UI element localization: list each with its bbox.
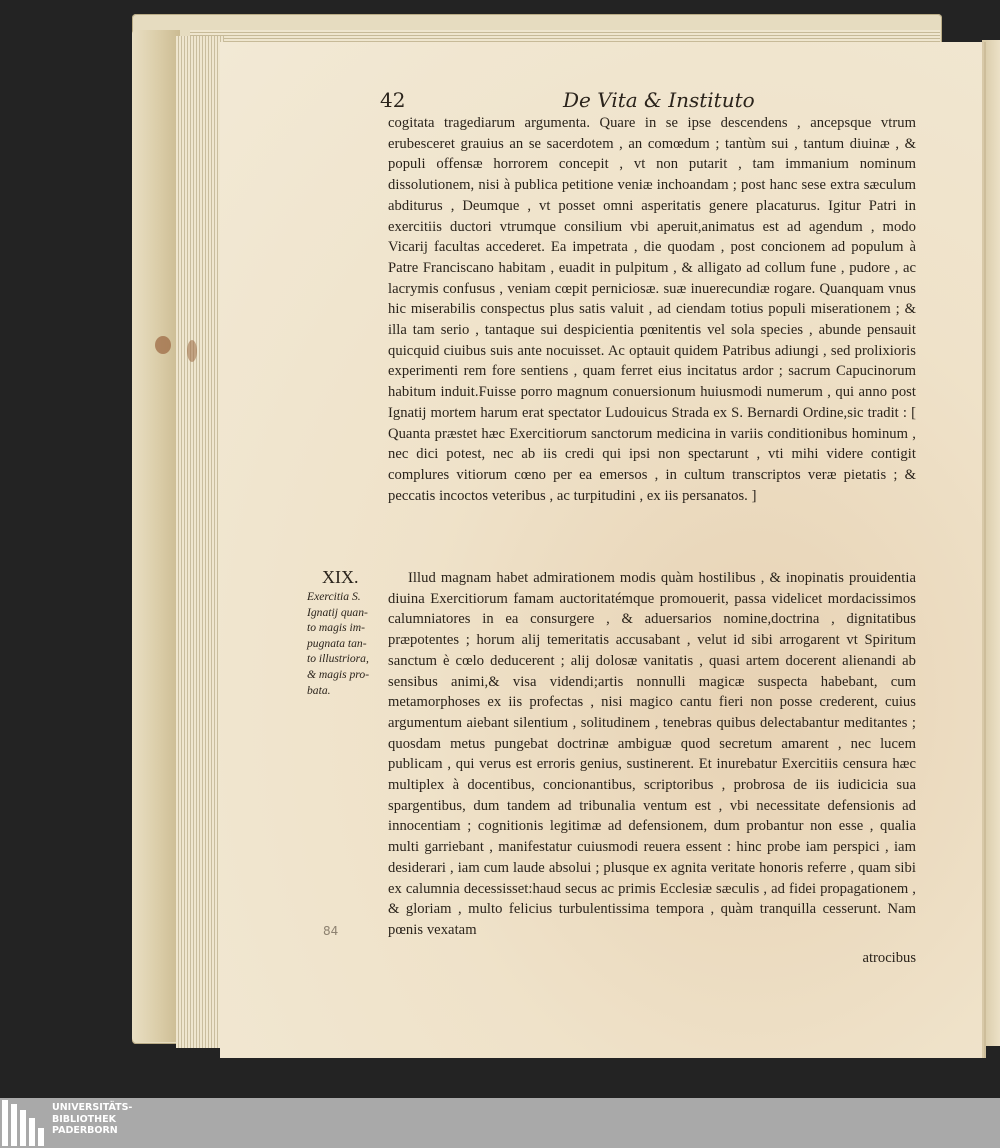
- section-number: XIX.: [322, 567, 359, 587]
- stain-mark: [187, 340, 197, 362]
- margin-note: [307, 589, 387, 698]
- book-spine: [132, 30, 180, 1042]
- catchword: atrocibus: [862, 950, 916, 966]
- library-name-line: BIBLIOTHEK: [52, 1113, 116, 1125]
- running-title: De Vita & Instituto: [563, 88, 755, 112]
- page-header: [380, 88, 920, 116]
- page-number: 42: [380, 88, 406, 112]
- library-logo-icon: [0, 1100, 46, 1146]
- margin-note-line: pugnata tan-: [307, 636, 367, 650]
- margin-note-line: & magis pro-: [307, 667, 370, 681]
- library-name: [52, 1102, 132, 1137]
- body-text: [388, 113, 916, 941]
- pencil-mark: 84: [323, 924, 339, 938]
- library-name-line: PADERBORN: [52, 1125, 118, 1136]
- margin-note-line: to illustriora,: [307, 652, 369, 666]
- library-name-line: UNIVERSITÄTS-: [52, 1102, 133, 1113]
- margin-note-line: to magis im-: [307, 621, 365, 635]
- margin-note-line: Exercitia S.: [307, 590, 361, 603]
- paragraph: Illud magnam habet admirationem modis quàm hostilibus , & inopinatis prouidentia diuina Exercitiorum famam auctoritatémque promouerit, passa videlicet mordacissimos calumniatores in ea consurgere , & aduersarios nomine,doctrina , dignitatibus præpotentes ; horum alij temeritatis accusabant , velut id sibi arrogarent vt Spiritum sanctum è cœlo deducerent ; alij dolosæ vanitatis , quasi artem docerent alienandi ab sensibus animi,& visa videndi;artis nonnulli magicæ suspecta habebant, cum metamorphoses ex iis profectas , nisi magico cantu fieri non posse crederent, cuius argumentum aiebant silentium , solitudinem , tenebras quibus delectabantur meditantes ; quosdam metus pungebat doctrinæ ambiguæ quod secretum amarent , nec lucem publicam , qui verus est erroris genius, sustinerent. Et inurebatur Exercitiis censura hæc multiplex à docentibus, concionantibus, scriptoribus , probrosa de iis iudicicia sua spargentibus, dum tandem ad tribunalia ventum est , vbi necessitate defensionis ad innocentiam ; cognitionis legitimæ ad defensionem, dum probantur non esse , qualia multi garriebant , manifestatur cuiusmodi reuera essent : hinc probe iam perspici , iam desiderari , iam cum laude absolui ; plusque ex agnita veritate honoris referre , quam sibi ex calumnia decessisset:haud secus ac primis Ecclesiæ sæculis , ad fidei propagationem , & gloriam , multo felicius turbulentissima tempora , quàm tranquilla cesserunt. Nam pœnis vexatam: [388, 570, 916, 938]
- stain-mark: [155, 336, 171, 354]
- margin-note-line: bata.: [307, 683, 331, 697]
- margin-note-line: Ignatij quan-: [307, 605, 368, 619]
- footer-bar: [0, 1098, 1000, 1148]
- page-edge-right: [982, 40, 1000, 1046]
- page-edges-left: [176, 36, 224, 1048]
- paragraph: cogitata tragediarum argumenta. Quare in se ipse descendens , ancepsque vtrum erubesceret grauius an se sacerdotem , an comœdum ; tantùm sui , tantum diuinæ , & populi offensæ horrorem concepit , vt non putarit , tam immanium nominum dissolutionem, nisi à publica petitione veniæ inchoandam ; post hanc sese extra sæculum abditurus , Deumque , vt posset omni asperitatis genere placaturus. Igitur Patri in exercitiis ductori vtrumque consilium vbi aperuit,animatus est ad agendum , modo Vicarij facultas accederet. Ea impetrata , die quodam , post concionem ad populum à Patre Franciscano habitam , euadit in pulpitum , & alligato ad collum fune , pudore , ac lacrymis confusus , veniam cœpit perniciosæ. suæ inuerecundiæ rogare. Quanquam vnus hic miserabilis conspectus plus satis valuit , ad ciendam totius populi miserationem ; & illa tam serio , tantaque sui despicientia pœnitentis vel sola species , abunde pensauit quicquid ciuibus suis ante nocuisset. Ac optauit quidem Patribus adiungi , sed prolixioris experimenti rem fore sentiens , quam ferret eius incitatus ardor ; sacrum Capucinorum habitum induit.Fuisse porro magnum conuersionum huiusmodi numerum , qui anno post Ignatij mortem harum erat spectator Ludouicus Strada ex S. Bernardi Ordine,sic tradit : [ Quanta præstet hæc Exercitiorum sanctorum medicina in variis conditionibus hominum , nec dici potest, nec ab iis credi qui ipsi non spectarunt , vti mihi videre contigit complures vitiorum cœno per ea emersos , in cultum transcriptos veræ pietatis ; & peccatis incoctos veteribus , ac turpitudini , ex iis persanatos. ]: [388, 115, 916, 504]
